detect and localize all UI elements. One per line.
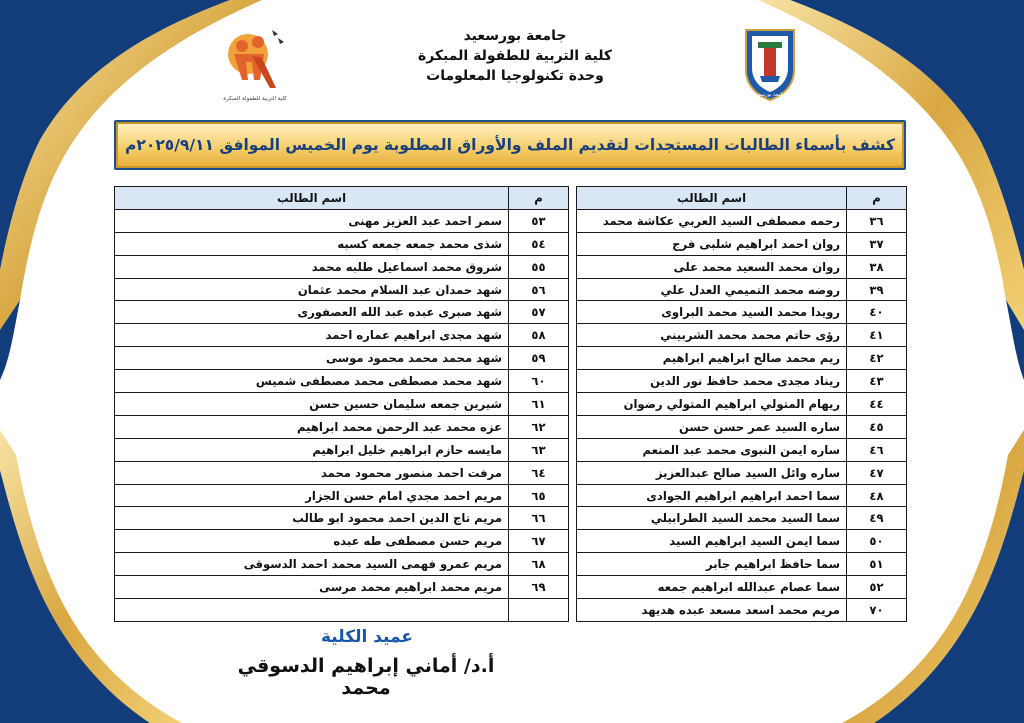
college-logo-icon — [212, 18, 298, 104]
student-name-left: سمر احمد عبد العزيز مهنى — [115, 209, 509, 232]
student-name-left: مريم محمد ابراهيم محمد مرسى — [115, 576, 509, 599]
student-name-right: روان محمد السعيد محمد على — [577, 255, 847, 278]
column-gap — [569, 301, 577, 324]
row-number-right: ٥٠ — [847, 530, 907, 553]
table-row — [115, 209, 907, 232]
student-name-left: شهد حمدان عبد السلام محمد عثمان — [115, 278, 509, 301]
row-number-left: ٥٨ — [509, 324, 569, 347]
row-number-right: ٤١ — [847, 324, 907, 347]
row-number-right: ٤٨ — [847, 484, 907, 507]
student-name-right: ساره ايمن النبوى محمد عبد المنعم — [577, 438, 847, 461]
row-number-left: ٥٦ — [509, 278, 569, 301]
column-gap — [569, 255, 577, 278]
header-number-right: م — [847, 187, 907, 210]
student-name-right: ريم محمد صالح ابراهيم ابراهيم — [577, 347, 847, 370]
header-name-right: اسم الطالب — [577, 187, 847, 210]
student-name-left: شهد محمد مصطفى محمد مصطفى شميس — [115, 370, 509, 393]
student-name-right: ريناد مجدى محمد حافظ نور الدين — [577, 370, 847, 393]
table-row — [115, 553, 907, 576]
row-number-right: ٣٩ — [847, 278, 907, 301]
student-name-left: شروق محمد اسماعيل طلبه محمد — [115, 255, 509, 278]
student-name-left: شهد مجدى ابراهيم عماره احمد — [115, 324, 509, 347]
table-row — [115, 370, 907, 393]
row-number-left: ٦٠ — [509, 370, 569, 393]
row-number-left: ٦٧ — [509, 530, 569, 553]
row-number-left: ٦٢ — [509, 415, 569, 438]
table-row — [115, 301, 907, 324]
table-row — [115, 507, 907, 530]
student-name-left — [115, 599, 509, 622]
student-name-left: مريم حسن مصطفى طه عبده — [115, 530, 509, 553]
row-number-left: ٥٧ — [509, 301, 569, 324]
student-name-left: شهد صبرى عبده عبد الله العصفورى — [115, 301, 509, 324]
student-name-right: رحمه مصطفى السيد العربي عكاشة محمد — [577, 209, 847, 232]
table-row — [115, 415, 907, 438]
table-row — [115, 232, 907, 255]
table-row — [115, 599, 907, 622]
faculty-name: كلية التربية للطفولة المبكرة — [417, 48, 613, 64]
student-name-right: سما عصام عبدالله ابراهيم جمعه — [577, 576, 847, 599]
student-name-right: رؤى حاتم محمد محمد الشربيني — [577, 324, 847, 347]
column-gap — [569, 507, 577, 530]
student-name-right: سما حافظ ابراهيم جابر — [577, 553, 847, 576]
column-gap — [569, 461, 577, 484]
student-name-left: مرفت احمد منصور محمود محمد — [115, 461, 509, 484]
row-number-left: ٥٥ — [509, 255, 569, 278]
column-gap — [569, 530, 577, 553]
column-gap — [569, 484, 577, 507]
column-gap — [569, 438, 577, 461]
student-name-right: رويدا محمد السيد محمد البراوى — [577, 301, 847, 324]
row-number-right: ٣٧ — [847, 232, 907, 255]
student-name-right: سما احمد ابراهيم ابراهيم الجوادى — [577, 484, 847, 507]
table-row — [115, 324, 907, 347]
row-number-right: ٥١ — [847, 553, 907, 576]
left-logo-caption: كلية التربية للطفولة المبكرة — [223, 96, 287, 102]
row-number-right: ٤٥ — [847, 415, 907, 438]
row-number-right: ٤٣ — [847, 370, 907, 393]
row-number-right: ٣٦ — [847, 209, 907, 232]
row-number-right: ٤٢ — [847, 347, 907, 370]
table-header-row — [115, 187, 907, 210]
institution-header — [380, 26, 650, 86]
university-logo-icon — [740, 24, 800, 104]
row-number-left: ٦٤ — [509, 461, 569, 484]
right-logo-caption: جامعة بورسعيد — [754, 92, 786, 98]
row-number-left: ٦٣ — [509, 438, 569, 461]
column-gap — [569, 553, 577, 576]
table-body — [115, 209, 907, 621]
student-name-left: شيرين جمعه سليمان حسين حسن — [115, 393, 509, 416]
header-name-left: اسم الطالب — [115, 187, 509, 210]
column-gap — [569, 576, 577, 599]
row-number-right: ٤٤ — [847, 393, 907, 416]
student-name-right: مريم محمد اسعد مسعد عبده هديهد — [577, 599, 847, 622]
table-row — [115, 438, 907, 461]
row-number-right: ٤٧ — [847, 461, 907, 484]
university-name: جامعة بورسعيد — [463, 28, 567, 44]
row-number-right: ٤٩ — [847, 507, 907, 530]
row-number-left: ٦٥ — [509, 484, 569, 507]
column-gap — [569, 187, 577, 210]
row-number-left: ٥٣ — [509, 209, 569, 232]
title-banner — [114, 120, 906, 170]
table-row — [115, 393, 907, 416]
dean-name: أ.د/ أماني إبراهيم الدسوقي محمد — [237, 655, 495, 699]
column-gap — [569, 232, 577, 255]
column-gap — [569, 278, 577, 301]
row-number-left: ٦٦ — [509, 507, 569, 530]
row-number-right: ٤٦ — [847, 438, 907, 461]
students-table — [114, 186, 907, 622]
student-name-left: شهد محمد محمد محمود موسى — [115, 347, 509, 370]
table-row — [115, 278, 907, 301]
student-name-left: مريم تاج الدين احمد محمود ابو طالب — [115, 507, 509, 530]
student-name-right: روان احمد ابراهيم شلبى فرج — [577, 232, 847, 255]
student-name-right: سما ايمن السيد ابراهيم السيد — [577, 530, 847, 553]
row-number-right: ٣٨ — [847, 255, 907, 278]
student-name-left: مايسه حازم ابراهيم خليل ابراهيم — [115, 438, 509, 461]
student-name-left: مريم عمرو فهمى السيد محمد احمد الدسوقى — [115, 553, 509, 576]
row-number-left: ٦٨ — [509, 553, 569, 576]
header-number-left: م — [509, 187, 569, 210]
table-row — [115, 255, 907, 278]
row-number-left — [509, 599, 569, 622]
student-name-right: ساره وائل السيد صالح عبدالعزيز — [577, 461, 847, 484]
banner-title: كشف بأسماء الطالبات المستجدات لتقديم الملف والأوراق المطلوبة يوم الخميس الموافق ٢٠٢٥/٩/١١م — [125, 136, 895, 154]
column-gap — [569, 599, 577, 622]
row-number-right: ٧٠ — [847, 599, 907, 622]
student-name-left: شذى محمد جمعه جمعه كسبه — [115, 232, 509, 255]
unit-name: وحدة تكنولوجيا المعلومات — [426, 68, 604, 84]
column-gap — [569, 393, 577, 416]
table-row — [115, 530, 907, 553]
student-name-right: سما السيد محمد السيد الطرابيلي — [577, 507, 847, 530]
row-number-right: ٥٢ — [847, 576, 907, 599]
table-row — [115, 576, 907, 599]
student-name-right: ريهام المتولي ابراهيم المتولي رضوان — [577, 393, 847, 416]
row-number-left: ٦١ — [509, 393, 569, 416]
column-gap — [569, 209, 577, 232]
row-number-right: ٤٠ — [847, 301, 907, 324]
student-name-left: مريم احمد مجدي امام حسن الجزار — [115, 484, 509, 507]
table-row — [115, 484, 907, 507]
row-number-left: ٥٩ — [509, 347, 569, 370]
student-name-right: ساره السيد عمر حسن حسن — [577, 415, 847, 438]
row-number-left: ٦٩ — [509, 576, 569, 599]
table-row — [115, 347, 907, 370]
dean-title: عميد الكلية — [321, 627, 413, 647]
column-gap — [569, 370, 577, 393]
table-row — [115, 461, 907, 484]
student-name-left: عزه محمد عبد الرحمن محمد ابراهيم — [115, 415, 509, 438]
column-gap — [569, 324, 577, 347]
student-name-right: روضه محمد التميمي العدل علي — [577, 278, 847, 301]
row-number-left: ٥٤ — [509, 232, 569, 255]
column-gap — [569, 347, 577, 370]
column-gap — [569, 415, 577, 438]
